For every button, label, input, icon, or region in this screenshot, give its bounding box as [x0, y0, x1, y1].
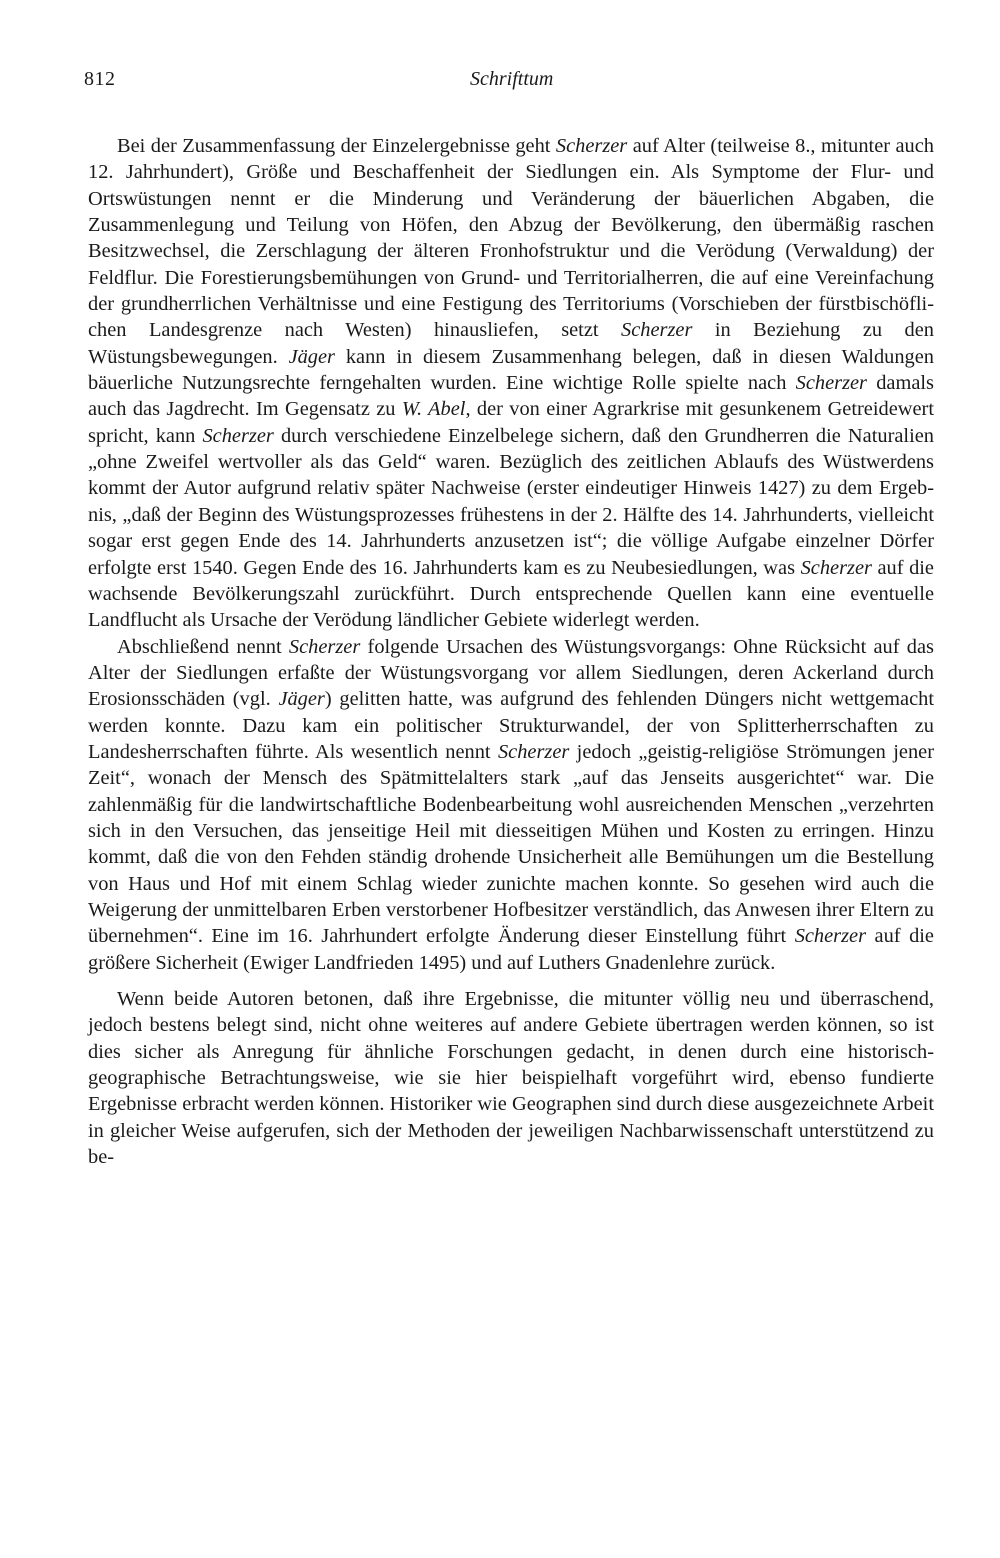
paragraph — [88, 133, 934, 634]
text-run: folgende Ursachen des Wüstungsvorgangs: Ohne Rücksicht auf das Alter der Siedlungen erfaßte der Wüstungsvorgang vor allem Siedlungen, deren Ackerland durch Erosionsschäden (vgl. — [88, 635, 934, 711]
text-run: Bei der Zusammenfassung der Einzelergebnisse geht — [117, 135, 556, 157]
paragraph — [88, 634, 934, 976]
italic-name: Jäger — [278, 688, 325, 711]
italic-name: Scherzer — [555, 135, 628, 157]
text-run: Abschließend nennt — [117, 635, 289, 658]
italic-name: Scherzer — [794, 925, 867, 948]
text-run: in Beziehung zu den Wüstungsbewegungen. — [88, 319, 934, 368]
text-run: auf die größere Sicherheit (Ewiger Landfrieden 1495) und auf Luthers Gnadenlehre zurück. — [88, 925, 934, 974]
italic-name: W. Abel — [401, 398, 466, 421]
italic-name: Scherzer — [288, 635, 361, 658]
text-run: jedoch „geistig-religiöse Strömungen jener Zeit“, wonach der Mensch des Spätmittelalters stark „auf das Jenseits ausgerichtet“ war. Die zahlenmäßig für die landwirtschaftliche Bodenbearbeitung wohl ausreichenden Menschen „verzehrten sich in den Versuchen, das jenseitige Heil mit diesseitigen Mühen und Kosten zu erringen. Hinzu kommt, daß die von den Fehden ständig drohende Unsicherheit alle Bemühungen um die Bestellung von Haus und Hof mit einem Schlag wieder zunichte machen konnte. So gesehen wird auch die Weigerung der unmittelbaren Erben verstorbener Hofbesitzer verständlich, das Anwesen ihrer Eltern zu übernehmen“. Eine im 16. Jahrhundert erfolgte Änderung dieser Einstellung führt — [88, 740, 934, 948]
page-number: 812 — [84, 68, 116, 90]
italic-name: Scherzer — [795, 372, 867, 395]
running-head: Schrifttum — [470, 68, 554, 90]
italic-name: Scherzer — [497, 740, 570, 763]
text-run: Wenn beide Autoren betonen, daß ihre Ergebnisse, die mitunter völlig neu und überraschend, jedoch bestens belegt sind, nicht ohne weiteres auf andere Gebiete übertragen werden können, so ist dies sicher als Anregung für ähnliche Forschungen gedacht, in denen durch eine historisch-geographische Betrachtungsweise, wie sie hier beispielhaft vorgeführt wird, ebenso fundierte Ergebnisse erbracht werden können. Historiker wie Geographen sind durch diese ausgezeichnete Arbeit in gleicher Weise aufgerufen, sich der Methoden der jeweiligen Nachbarwissenschaft unterstützend zu be- — [88, 988, 934, 1169]
text-run: auf Alter (teilweise 8., mitunter auch 12. Jahrhundert), Größe und Beschaffenheit der Siedlungen ein. Als Symptome der Flur- und Ortswüstungen nennt er die Minderung und Veränderung der bäuerlichen Abgaben, die Zusammenlegung und Teilung von Höfen, den Abzug der Bevölkerung, den übermäßig raschen Besitzwechsel, die Zerschlagung der älteren Fronhofstruktur und die Verödung (Verwaldung) der Feldflur. Die Forestierungsbemühungen von Grund- und Territorialherren, die auf eine Vereinfachung der grundherrlichen Verhältnisse und eine Festigung des Territoriums (Vorschieben der fürstbischöflichen Landesgrenze nach Westen) hinausliefen, setzt — [88, 135, 934, 342]
italic-name: Scherzer — [800, 556, 872, 579]
text-run: ) gelitten hatte, was aufgrund des fehlenden Düngers nicht wettgemacht werden konnte. Dazu kam ein politischer Strukturwandel, der von Splitterherrschaften zu Landesherrschaften führte. Als wesentlich nennt — [88, 688, 934, 763]
italic-name: Scherzer — [621, 319, 693, 342]
text-run: kann in diesem Zusammenhang belegen, daß in diesen Waldungen bäuerliche Nutzungsrechte ferngehalten wurden. Eine wichtige Rolle spielte nach — [88, 345, 934, 395]
italic-name: Scherzer — [202, 424, 274, 447]
text-run: , der von einer Agrarkrise mit gesunkenem Getreidewert spricht, kann — [88, 398, 934, 447]
paragraph — [88, 986, 934, 1170]
page-header — [84, 68, 932, 98]
text-run: durch verschiedene Einzelbelege sichern, daß den Grundherren die Naturalien „ohne Zweifel wertvoller als das Geld“ waren. Bezüglich des zeitlichen Ablaufs des Wüstwerdens kommt der Autor aufgrund relativ später Nachweise (erster eindeutiger Hinweis 1427) zu dem Ergebnis, „daß der Beginn des Wüstungsprozesses frühestens in der 2. Hälfte des 14. Jahrhunderts, vielleicht sogar erst gegen Ende des 14. Jahrhunderts anzusetzen ist“; die völlige Aufgabe einzelner Dörfer erfolgte erst 1540. Gegen Ende des 16. Jahrhunderts kam es zu Neubesiedlungen, was — [88, 424, 934, 579]
italic-name: Jäger — [288, 345, 335, 368]
body-text — [88, 133, 934, 1170]
text-run: damals auch das Jagdrecht. Im Gegensatz zu — [88, 372, 934, 421]
text-run: auf die wachsende Bevölkerungszahl zurückführt. Durch entsprechende Quellen kann eine eventuelle Landflucht als Ursache der Verödung ländlicher Gebiete widerlegt werden. — [88, 556, 934, 632]
